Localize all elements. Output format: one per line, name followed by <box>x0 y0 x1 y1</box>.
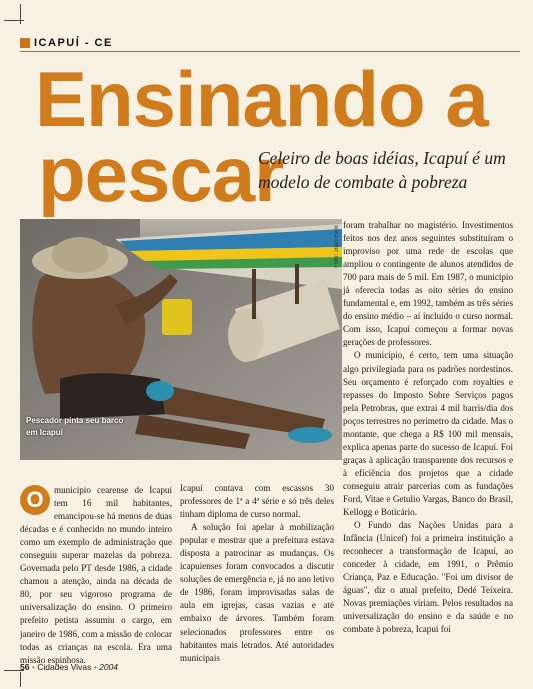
headline-line-1: Ensinando a <box>35 55 488 143</box>
page-number: 56 <box>20 662 30 672</box>
paragraph-text: município cearense de Icapuí tem 16 mil habitantes, emancipou-se há menos de duas décadas e é conhecido no mundo inteiro como um exemplo de administração que conseguiu superar mazelas da pobreza. Governada pelo PT desde 1986, a cidade chamou a atenção, ainda na década de 80, por seu vigoroso programa de universalização do ensino. O primeiro prefeito petista assumiu o cargo, em janeiro de 1986, com a missão de colocar todas as crianças na escola. Era uma missão espinhosa. <box>20 485 172 665</box>
publication-name: Cidades Vivas <box>37 662 92 672</box>
headline-line-2: pescar <box>38 130 284 218</box>
dropcap: O <box>20 485 50 515</box>
bullet-icon: • <box>31 662 35 672</box>
article-photo <box>20 219 342 460</box>
section-divider <box>20 51 520 52</box>
bullet-icon: • <box>93 662 97 672</box>
article-column-3 <box>343 219 513 637</box>
paragraph <box>20 484 172 667</box>
deck-subtitle: Celeiro de boas idéias, Icapuí é um modelo de combate à pobreza <box>258 148 506 192</box>
paragraph: O município, é certo, tem uma situação algo privilegiada para os padrões nordestinos. Seu orçamento é reforçado com royalties e repasses do Imposto Sobre Serviços pagos pela Petrobras, que extrai 4 mil barris/dia dos poços terrestres no perímetro da cidade. Mas o montante, que chega a R$ 100 mil mensais, explica apenas parte do sucesso de Icapuí. Foi graças à aplicação transparente dos recursos e à eficiência dos projetos que a cidade conseguiu atrair parcerias com as fundações Ford, Vitae e Getulio Vargas, Banco do Brasil, Kellogg e Boticário. <box>343 350 513 518</box>
paragraph: A solução foi apelar à mobilização popular e mostrar que a prefeitura estava disposta a patrocinar as mudanças. Os icapuienses foram convocados a discutir soluções de emergência e, já no ano letivo de 1986, foram improvisadas salas de aula em igrejas, casas vazias e até embaixo de árvores. Também foram selecionados professores entre os habitantes mais letrados. Até autoridades municipais <box>180 522 334 663</box>
crop-mark <box>20 4 21 24</box>
photo-caption: Pescador pinta seu barco em Icapuí <box>26 416 124 437</box>
publication-year: 2004 <box>99 662 119 672</box>
article-column-1 <box>20 484 172 667</box>
paragraph: O Fundo das Nações Unidas para a Infância (Unicef) foi a primeira instituição a reconhecer a transformação de Icapuí, ao conceder à cidade, em 1991, o Prêmio Criança, Paz e Educação. "Foi um divisor de águas", diz o atual prefeito, Dedé Teixeira. Novas premiações viriam. Pelos resultados na universalização do ensino e da saúde e no combate à pobreza, Icapuí foi <box>343 520 513 635</box>
crop-mark <box>20 672 21 687</box>
article-column-2 <box>180 482 334 665</box>
section-square-icon <box>20 38 30 48</box>
page-footer <box>20 662 118 672</box>
section-label: ICAPUÍ - CE <box>34 37 113 49</box>
crop-mark <box>4 20 24 21</box>
paragraph: foram trabalhar no magistério. Investimentos feitos nos dez anos seguintes substituíram o improviso por uma rede de escolas que ampliou o contingente de alunos atendidos de 700 para mais de 5 mil. Em 1987, o município já oferecia todas as oito séries do ensino fundamental e, em 1992, também as três séries do ensino médio – aí incluído o curso normal. Com isso, Icapuí começou a formar novas gerações de professores. <box>343 220 513 348</box>
section-tag <box>20 37 113 49</box>
photo-credit: Foto: João Félix <box>334 225 340 268</box>
paragraph: Icapuí contava com escassos 30 professores de 1ª a 4ª série e só três deles tinham diploma de curso normal. <box>180 483 334 520</box>
